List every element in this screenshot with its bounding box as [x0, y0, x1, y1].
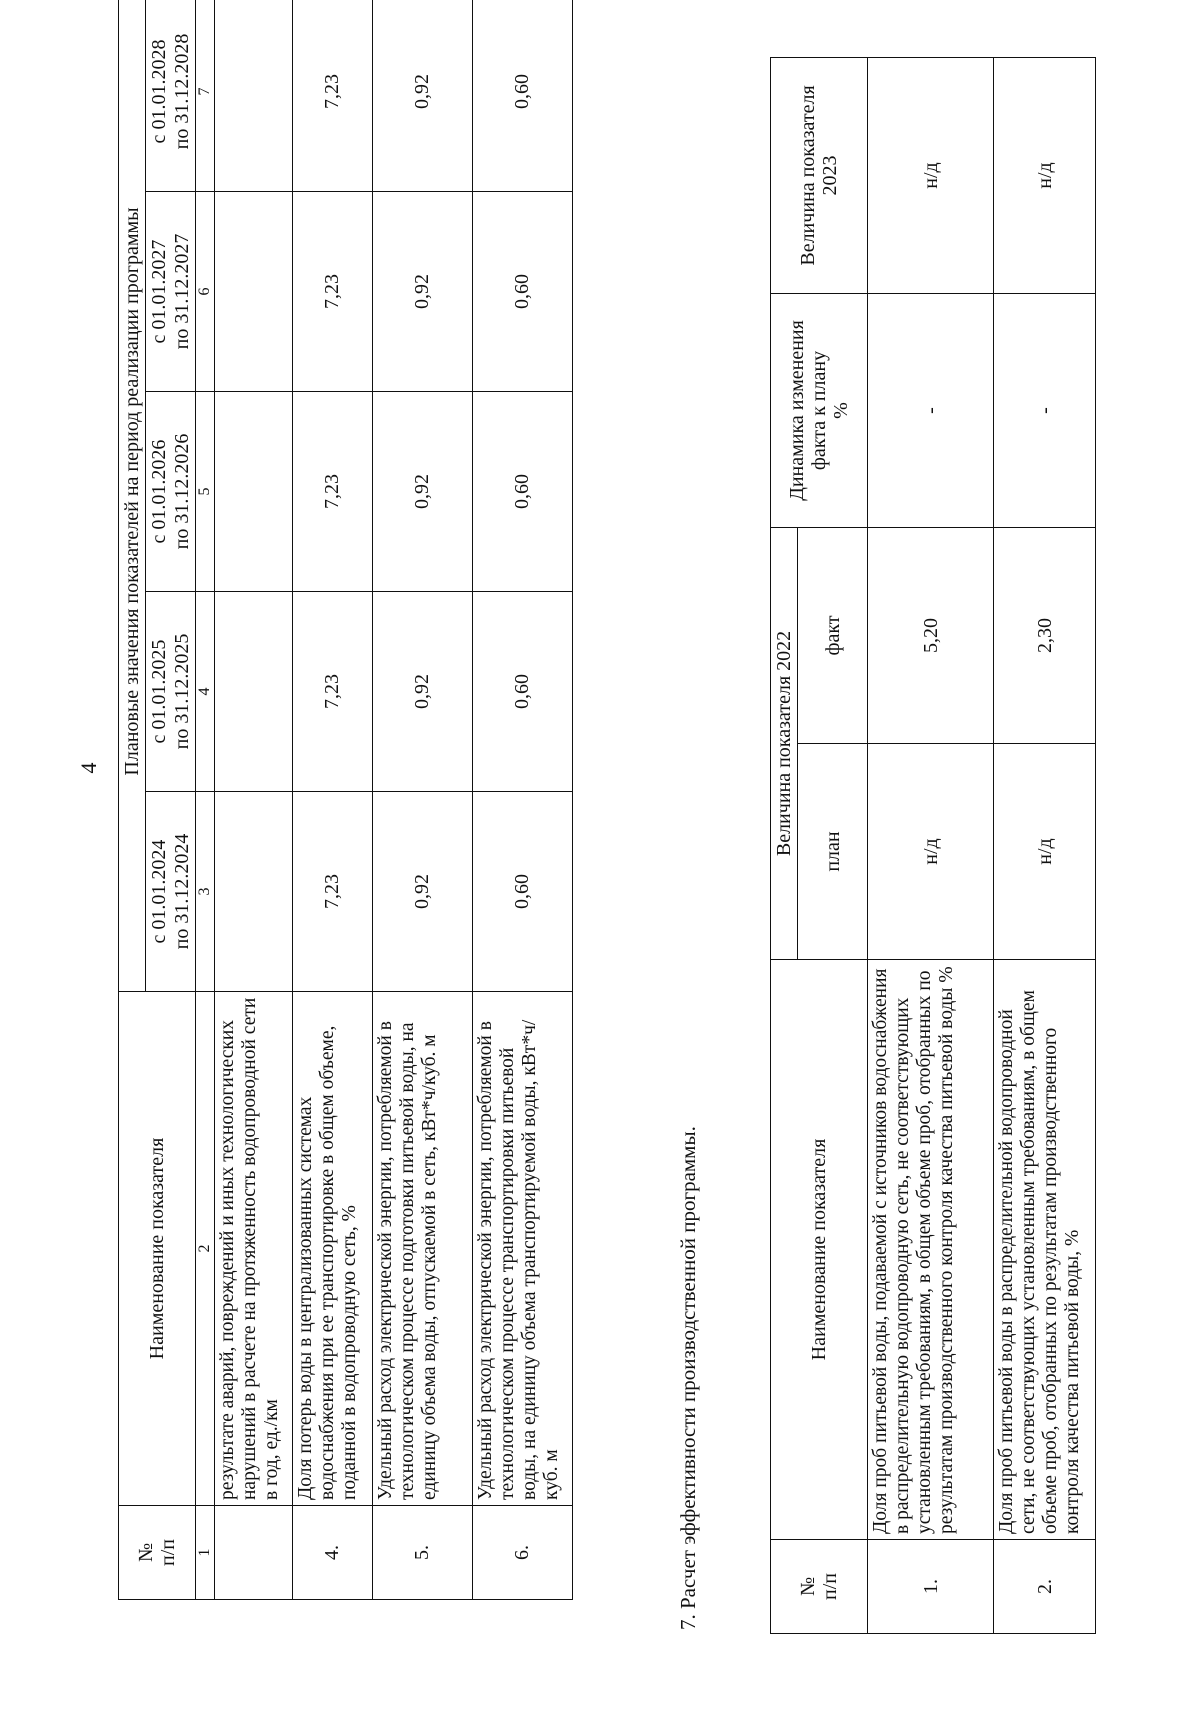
col-header-period: с 01.01.2028 по 31.12.2028: [146, 0, 196, 192]
table-row: [994, 57, 1096, 1633]
indicator-name: Удельный расход электрической энергии, потребляемой в технологическом процессе подготовки питьевой воды, на единицу объема воды, отпускаемой в сеть, кВт*ч/куб. м: [373, 992, 473, 1506]
row-number: 2.: [994, 1540, 1096, 1634]
row-number: 1.: [868, 1540, 994, 1634]
dynamics-cell: -: [994, 293, 1096, 527]
value-cell: [215, 0, 293, 192]
col-header-name: Наименование показателя: [771, 960, 868, 1540]
value-cell: 0,92: [373, 792, 473, 992]
table-row: [868, 57, 994, 1633]
plan-cell: н/д: [994, 744, 1096, 960]
column-number: 4: [196, 592, 215, 792]
value-cell: 0,60: [473, 592, 573, 792]
value-cell: [215, 392, 293, 592]
col-header-number: № п/п: [119, 1506, 196, 1600]
planned-indicators-table: [118, 0, 573, 1600]
value-cell: 0,92: [373, 0, 473, 192]
value-cell: 0,92: [373, 392, 473, 592]
column-number: 3: [196, 792, 215, 992]
indicator-name: Доля проб питьевой воды, подаваемой с источников водоснабжения в распределительную водопроводную сеть, не соответствующих установленным требованиям, в общем объеме проб, отобранных по результатам производственного контроля качества питьевой воды %: [868, 960, 994, 1540]
value-cell: [215, 792, 293, 992]
col-header-period: с 01.01.2027 по 31.12.2027: [146, 192, 196, 392]
column-number: 1: [196, 1506, 215, 1600]
value-cell: 0,60: [473, 792, 573, 992]
efficiency-table: [770, 57, 1096, 1634]
fact-cell: 2,30: [994, 527, 1096, 743]
column-number: 6: [196, 192, 215, 392]
value-cell: 0,60: [473, 392, 573, 592]
row-number: [215, 1506, 293, 1600]
indicator-name: Удельный расход электрической энергии, потребляемой в технологическом процессе транспортировки питьевой воды, на единицу объема транспортируемой воды, кВт*ч/куб. м: [473, 992, 573, 1506]
page-number: 4: [76, 762, 101, 774]
column-number-row: [196, 0, 215, 1600]
plan-cell: н/д: [868, 744, 994, 960]
value-cell: [215, 192, 293, 392]
value-cell: [215, 592, 293, 792]
col-header-plan: план: [798, 744, 868, 960]
table-row: [293, 0, 373, 1600]
indicator-name: результате аварий, повреждений и иных технологических нарушений в расчете на протяженность водопроводной сети в год, ед./км: [215, 992, 293, 1506]
value-cell: 7,23: [293, 592, 373, 792]
value-cell: 0,92: [373, 192, 473, 392]
section-title: 7. Расчет эффективности производственной программы.: [676, 1126, 700, 1630]
col-header-period: с 01.01.2026 по 31.12.2026: [146, 392, 196, 592]
column-number: 7: [196, 0, 215, 192]
value-2023-cell: н/д: [994, 57, 1096, 293]
col-header-fact: факт: [798, 527, 868, 743]
table-row: [473, 0, 573, 1600]
col-header-period: с 01.01.2024 по 31.12.2024: [146, 792, 196, 992]
fact-cell: 5,20: [868, 527, 994, 743]
row-number: 4.: [293, 1506, 373, 1600]
col-header-number: № п/п: [771, 1540, 868, 1634]
col-header-planned-values: Плановые значения показателей на период реализации программы: [119, 0, 146, 992]
row-number: 5.: [373, 1506, 473, 1600]
col-header-dynamics: Динамика изменения факта к плану %: [771, 293, 868, 527]
col-header-value-2022: Величина показателя 2022: [771, 527, 798, 959]
table-header-row: [771, 57, 798, 1633]
value-cell: 7,23: [293, 192, 373, 392]
value-2023-cell: н/д: [868, 57, 994, 293]
column-number: 5: [196, 392, 215, 592]
col-header-period: с 01.01.2025 по 31.12.2025: [146, 592, 196, 792]
value-cell: 0,92: [373, 592, 473, 792]
table-header-row: [119, 0, 146, 1600]
value-cell: 7,23: [293, 392, 373, 592]
value-cell: 0,60: [473, 0, 573, 192]
table-row: [373, 0, 473, 1600]
col-header-value-2023: Величина показателя 2023: [771, 57, 868, 293]
dynamics-cell: -: [868, 293, 994, 527]
value-cell: 7,23: [293, 0, 373, 192]
col-header-name: Наименование показателя: [119, 992, 196, 1506]
indicator-name: Доля проб питьевой воды в распределительной водопроводной сети, не соответствующих установленным требованиям, в общем объеме проб, отобранных по результатам производственного контроля качества питьевой воды, %: [994, 960, 1096, 1540]
row-number: 6.: [473, 1506, 573, 1600]
value-cell: 7,23: [293, 792, 373, 992]
table-row: [215, 0, 293, 1600]
value-cell: 0,60: [473, 192, 573, 392]
column-number: 2: [196, 992, 215, 1506]
indicator-name: Доля потерь воды в централизованных системах водоснабжения при ее транспортировке в общем объеме, поданной в водопроводную сеть, %: [293, 992, 373, 1506]
